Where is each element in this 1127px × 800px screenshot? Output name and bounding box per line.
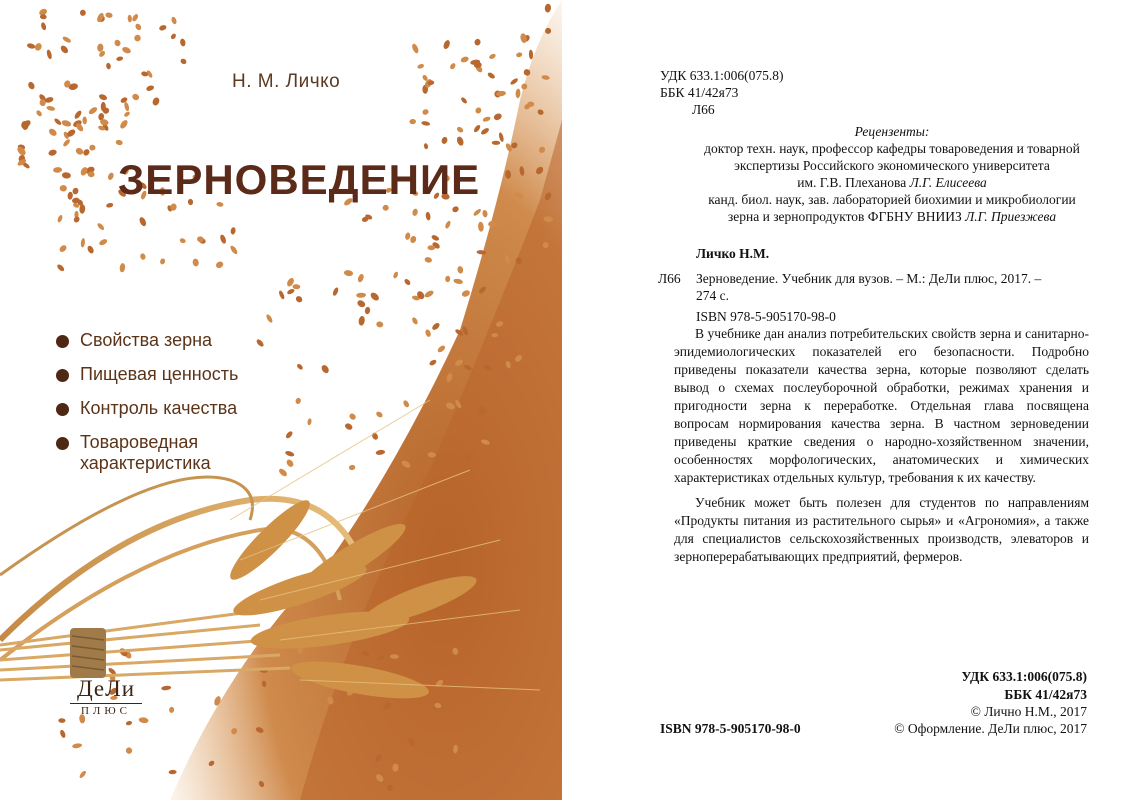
publisher-logo xyxy=(62,676,150,717)
grain-mark xyxy=(97,43,104,52)
abstract-paragraph-2: Учебник может быть полезен для студентов по направлениям «Продукты питания из растительного сырья» и «Агрономия», а также для специалистов сельскохозяйственных производств, элеваторов и зерноперерабатывающих предприятий, фермеров. xyxy=(674,495,1089,564)
grain-mark xyxy=(58,718,65,723)
grain-mark xyxy=(62,35,72,43)
grain-mark xyxy=(356,299,366,309)
imprint-page xyxy=(572,0,1127,800)
grain-mark xyxy=(412,208,419,216)
grain-mark xyxy=(296,363,304,371)
cover-topic-list xyxy=(54,330,280,487)
grain-mark xyxy=(125,720,132,726)
cover-topic-item xyxy=(54,398,280,419)
bottom-udk: УДК 633.1:006(075.8) xyxy=(961,669,1087,684)
grain-mark xyxy=(119,119,129,130)
grain-mark xyxy=(472,208,482,217)
cover-author: Н. М. Личко xyxy=(232,71,341,92)
grain-mark xyxy=(461,289,471,298)
grain-mark xyxy=(215,260,225,269)
grain-mark xyxy=(295,397,302,405)
grain-mark xyxy=(474,106,482,114)
reviewer-1-line-2: экспертизы Российского экономического университета xyxy=(734,158,1050,173)
grain-mark xyxy=(449,62,457,70)
grain-mark xyxy=(422,108,430,115)
grain-mark xyxy=(492,141,501,145)
grain-mark xyxy=(105,12,113,19)
cover-topic-label: Свойства зерна xyxy=(80,330,213,350)
abstract-paragraph-1: В учебнике дан анализ потребительских свойств зерна и санитарно-эпидемиологических показателей его безопасности. Подробно приведены показатели качества зерна, которые позволяют сделать вывод о схемах послеуборочной обработки, режимах хранения и пригодности зерна к переработке. Отдельная глава посвящена вопросам нормирования качества зерна. В частном зерноведении приведены краткие сведения о народно-хозяйственном значении, особенностях морфологических, анатомических и химических характеристиках отдельных культур, требования к их качеству. xyxy=(674,326,1089,485)
cover-title: ЗЕРНОВЕДЕНИЕ xyxy=(118,156,481,203)
grain-mark xyxy=(498,132,504,143)
grain-mark xyxy=(431,234,440,242)
grain-mark xyxy=(34,42,43,52)
grain-mark xyxy=(285,450,295,457)
grain-mark xyxy=(424,256,433,263)
grain-mark xyxy=(169,707,175,714)
grain-mark xyxy=(376,321,384,328)
grain-mark xyxy=(127,15,132,23)
grain-mark xyxy=(80,238,85,248)
grain-mark xyxy=(113,39,121,48)
grain-mark xyxy=(424,329,431,338)
grain-mark xyxy=(474,38,482,46)
grain-mark xyxy=(364,306,370,314)
grain-mark xyxy=(53,117,62,126)
grain-mark xyxy=(375,449,385,455)
cover-topic-item xyxy=(54,364,280,385)
grain-mark xyxy=(428,359,437,367)
cover-topic-label: Товароведная характеристика xyxy=(80,432,211,473)
grain-mark xyxy=(509,77,518,85)
bottom-isbn: ISBN 978-5-905170-98-0 xyxy=(660,721,801,736)
grain-mark xyxy=(145,84,154,92)
grain-mark xyxy=(82,116,87,124)
author-heading: Личко Н.М. xyxy=(696,246,770,261)
grain-mark xyxy=(27,81,36,91)
grain-mark xyxy=(344,270,354,277)
grain-mark xyxy=(119,263,125,273)
grain-mark xyxy=(460,96,468,104)
grain-mark xyxy=(403,278,411,286)
grain-mark xyxy=(392,271,399,279)
grain-mark xyxy=(61,119,72,127)
grain-mark xyxy=(445,276,450,283)
reviewer-1-line-3 xyxy=(652,174,1127,192)
grain-mark xyxy=(516,52,523,58)
grain-mark xyxy=(151,96,160,106)
grain-mark xyxy=(72,187,79,195)
grain-mark xyxy=(48,149,58,157)
grain-mark xyxy=(480,127,490,136)
grain-mark xyxy=(357,273,365,283)
grain-mark xyxy=(161,685,171,691)
author-mark: Л66 xyxy=(692,102,715,117)
grain-mark xyxy=(424,289,435,298)
grain-mark xyxy=(444,220,451,229)
grain-mark xyxy=(442,39,451,50)
reviewer-1-name: Л.Г. Елисеева xyxy=(909,175,987,190)
grain-mark xyxy=(57,214,64,223)
grain-mark xyxy=(441,136,449,145)
grain-mark xyxy=(320,364,330,375)
grain-mark xyxy=(348,464,355,470)
grain-mark xyxy=(358,316,365,326)
grain-mark xyxy=(544,3,551,12)
grain-mark xyxy=(285,458,294,468)
grain-mark xyxy=(80,9,87,16)
reviewer-2-affiliation: зерна и зернопродуктов ФГБНУ ВНИИЗ xyxy=(727,209,966,224)
grain-mark xyxy=(96,222,105,231)
grain-mark xyxy=(138,717,149,724)
reviewer-2-name: Л.Г. Приезжева xyxy=(965,209,1057,224)
grain-mark xyxy=(72,743,83,749)
grain-mark xyxy=(409,235,417,244)
grain-mark xyxy=(138,216,147,227)
grain-mark xyxy=(409,119,416,125)
publisher-logo-rule xyxy=(70,703,142,704)
book-description-line-2: 274 с. xyxy=(696,288,729,303)
cover-topic-label: Контроль качества xyxy=(80,398,238,418)
grain-mark xyxy=(369,291,380,302)
grain-mark xyxy=(106,63,112,70)
grain-mark xyxy=(121,46,131,55)
grain-mark xyxy=(436,344,446,353)
udk-code: УДК 633.1:006(075.8) xyxy=(660,68,784,83)
grain-mark xyxy=(460,56,470,64)
grain-mark xyxy=(48,127,58,137)
grain-mark xyxy=(482,116,491,123)
grain-mark xyxy=(375,410,384,418)
grain-mark xyxy=(411,316,419,325)
cover-topic-label: Пищевая ценность xyxy=(80,364,239,384)
grain-mark xyxy=(295,295,304,304)
grain-mark xyxy=(134,23,142,32)
grain-mark xyxy=(180,38,187,47)
bbk-code: ББК 41/42я73 xyxy=(660,85,739,100)
grain-mark xyxy=(456,126,464,134)
grain-mark xyxy=(125,746,133,754)
grain-mark xyxy=(26,42,35,49)
grain-mark xyxy=(107,172,115,181)
grain-mark xyxy=(265,313,273,323)
grain-mark xyxy=(59,44,69,54)
grain-mark xyxy=(62,172,72,179)
grain-mark xyxy=(79,770,88,779)
grain-mark xyxy=(46,49,53,60)
grain-mark xyxy=(278,290,285,300)
grain-mark xyxy=(168,770,176,775)
grain-mark xyxy=(123,102,129,112)
grain-mark xyxy=(106,202,114,208)
grain-mark xyxy=(519,33,527,44)
bottom-bbk: ББК 41/42я73 xyxy=(1004,687,1087,702)
reviewer-1-line-1: доктор техн. наук, профессор кафедры товароведения и товарной xyxy=(704,141,1080,156)
copyright-author: © Лично Н.М., 2017 xyxy=(970,704,1087,719)
grain-mark xyxy=(115,139,123,146)
grain-mark xyxy=(56,263,65,272)
grain-mark xyxy=(402,399,410,408)
grain-mark xyxy=(229,245,238,256)
publisher-logo-name: ДеЛи xyxy=(76,676,136,701)
grain-mark xyxy=(230,227,236,235)
copyright-design: © Оформление. ДеЛи плюс, 2017 xyxy=(894,721,1087,736)
grain-mark xyxy=(529,49,534,59)
grain-mark xyxy=(171,16,178,25)
grain-mark xyxy=(192,258,199,267)
grain-mark xyxy=(493,112,503,121)
grain-mark xyxy=(158,24,167,31)
grain-mark xyxy=(382,205,389,211)
grain-mark xyxy=(67,191,73,199)
grain-mark xyxy=(123,111,131,118)
grain-mark xyxy=(344,422,354,431)
reviewers-heading: Рецензенты: xyxy=(854,124,930,139)
grain-mark xyxy=(421,120,430,126)
grain-mark xyxy=(307,418,312,425)
grain-mark xyxy=(292,284,300,289)
grain-mark xyxy=(131,93,140,102)
grain-mark xyxy=(40,22,47,31)
grain-mark xyxy=(286,288,295,295)
grain-mark xyxy=(73,215,81,223)
publisher-logo-sub: ПЛЮС xyxy=(80,705,132,717)
grain-mark xyxy=(456,136,465,147)
book-cover xyxy=(0,0,562,800)
grain-mark xyxy=(348,412,357,421)
grain-mark xyxy=(159,258,166,265)
grain-mark xyxy=(417,63,425,69)
grain-mark xyxy=(478,221,484,231)
cover-topic-item xyxy=(54,432,280,474)
grain-mark xyxy=(285,430,294,439)
grain-mark xyxy=(457,266,464,275)
grain-mark xyxy=(53,167,62,173)
grain-mark xyxy=(134,34,141,42)
grain-mark xyxy=(425,211,431,220)
grain-mark xyxy=(170,33,177,40)
grain-mark xyxy=(86,245,95,255)
cover-topic-item xyxy=(54,330,280,351)
grain-mark xyxy=(487,71,496,79)
grain-mark xyxy=(62,138,71,147)
grain-mark xyxy=(431,322,441,332)
grain-mark xyxy=(75,147,85,156)
grain-mark xyxy=(98,238,108,247)
grain-mark xyxy=(404,232,411,240)
grain-mark xyxy=(488,53,496,60)
grain-mark xyxy=(219,234,227,245)
reviewer-1-affiliation: им. Г.В. Плеханова xyxy=(797,175,910,190)
grain-mark xyxy=(423,143,428,150)
grain-mark xyxy=(89,145,95,151)
grain-mark xyxy=(35,109,43,117)
grain-mark xyxy=(59,729,66,739)
grain-mark xyxy=(179,237,186,244)
grain-mark xyxy=(473,124,482,133)
grain-mark xyxy=(73,110,82,120)
grain-mark xyxy=(98,93,108,101)
grain-mark xyxy=(82,148,91,157)
grain-mark xyxy=(453,278,463,285)
grain-mark xyxy=(411,43,420,54)
grain-mark xyxy=(140,253,147,261)
grain-mark xyxy=(332,287,339,297)
book-description-line-1: Зерноведение. Учебник для вузов. – М.: ДеЛи плюс, 2017. – xyxy=(696,271,1042,286)
reviewer-2-line-1: канд. биол. наук, зав. лабораторией биохимии и микробиологии xyxy=(708,192,1076,207)
grain-mark xyxy=(116,56,123,61)
grain-mark xyxy=(482,210,488,218)
grain-mark xyxy=(131,13,139,22)
grain-mark xyxy=(58,244,68,253)
grain-mark xyxy=(60,185,68,192)
grain-mark xyxy=(451,205,459,213)
grain-mark xyxy=(46,105,56,111)
grain-mark xyxy=(515,88,520,98)
grain-mark xyxy=(88,106,99,116)
reviewer-2-line-2 xyxy=(652,208,1127,226)
grain-mark xyxy=(356,293,366,298)
grain-mark xyxy=(180,58,188,66)
author-mark-side: Л66 xyxy=(658,271,681,286)
isbn: ISBN 978-5-905170-98-0 xyxy=(696,309,836,324)
